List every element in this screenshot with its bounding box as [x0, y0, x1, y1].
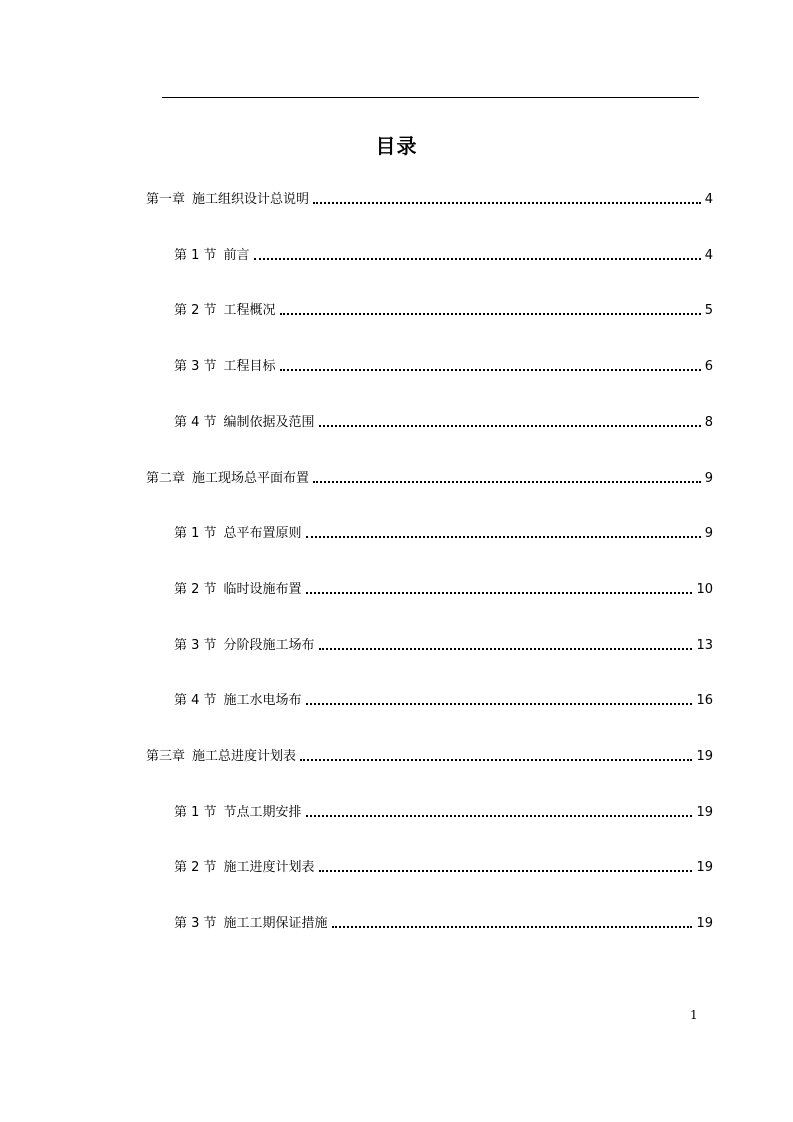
toc-entry-title: 节点工期安排 [223, 805, 302, 820]
toc-dot-leader [319, 425, 701, 427]
toc-section-entry[interactable] [174, 357, 713, 377]
toc-entry-title: 施工组织设计总说明 [192, 192, 310, 207]
toc-entry-number: 第 4 节 [174, 415, 217, 430]
toc-entry-page: 10 [696, 582, 713, 597]
toc-entry-number: 第 1 节 [174, 248, 217, 263]
toc-entry-number: 第二章 [146, 471, 186, 486]
toc-entry-title: 总平布置原则 [223, 526, 302, 541]
toc-entry-page: 8 [704, 415, 713, 430]
toc-entry-page: 4 [704, 192, 713, 207]
toc-chapter-entry[interactable] [146, 469, 713, 489]
toc-entry-page: 19 [696, 916, 713, 931]
toc-dot-leader [313, 202, 701, 204]
toc-section-entry[interactable] [174, 524, 713, 544]
toc-dot-leader [306, 815, 693, 817]
toc-dot-leader [313, 481, 701, 483]
toc-section-entry[interactable] [174, 691, 713, 711]
toc-section-entry[interactable] [174, 413, 713, 433]
toc-entry-page: 16 [696, 693, 713, 708]
toc-entry-page: 19 [696, 860, 713, 875]
toc-section-entry[interactable] [174, 580, 713, 600]
toc-entry-title: 临时设施布置 [223, 582, 302, 597]
toc-dot-leader [319, 870, 693, 872]
page-number: 1 [690, 1008, 698, 1022]
toc-entry-page: 5 [704, 303, 713, 318]
toc-entry-page: 19 [696, 805, 713, 820]
toc-entry-page: 9 [704, 471, 713, 486]
toc-section-entry[interactable] [174, 914, 713, 934]
toc-entry-number: 第 3 节 [174, 916, 217, 931]
toc-dot-leader [280, 313, 701, 315]
toc-dot-leader [306, 592, 693, 594]
toc-entry-title: 施工进度计划表 [223, 860, 315, 875]
header-rule [162, 97, 699, 98]
toc-entry-title: 分阶段施工场布 [223, 638, 315, 653]
toc-dot-leader [319, 648, 693, 650]
toc-entry-number: 第一章 [146, 192, 186, 207]
toc-entry-number: 第 2 节 [174, 303, 217, 318]
toc-entry-page: 9 [704, 526, 713, 541]
toc-dot-leader [332, 926, 693, 928]
toc-entry-number: 第 2 节 [174, 860, 217, 875]
toc-entry-number: 第 4 节 [174, 693, 217, 708]
toc-dot-leader [300, 759, 692, 761]
toc-entry-number: 第 1 节 [174, 526, 217, 541]
toc-entry-page: 6 [704, 359, 713, 374]
toc-section-entry[interactable] [174, 636, 713, 656]
toc-entry-number: 第 2 节 [174, 582, 217, 597]
toc-section-entry[interactable] [174, 803, 713, 823]
toc-chapter-entry[interactable] [146, 747, 713, 767]
toc-dot-leader [306, 536, 701, 538]
toc-entry-number: 第 3 节 [174, 359, 217, 374]
toc-entry-title: 施工水电场布 [223, 693, 302, 708]
toc-entry-number: 第三章 [146, 749, 186, 764]
toc-section-entry[interactable] [174, 301, 713, 321]
toc-entry-title: 工程概况 [223, 303, 276, 318]
toc-dot-leader [280, 369, 701, 371]
toc-entry-page: 4 [704, 248, 713, 263]
toc-entry-page: 13 [696, 638, 713, 653]
toc-section-entry[interactable] [174, 246, 713, 266]
toc-entry-title: 施工现场总平面布置 [192, 471, 310, 486]
toc-chapter-entry[interactable] [146, 190, 713, 210]
page-title: 目录 [375, 134, 418, 158]
toc-dot-leader [306, 703, 693, 705]
toc-entry-title: 前言 [223, 248, 250, 263]
toc-dot-leader [254, 258, 701, 260]
toc-entry-title: 施工工期保证措施 [223, 916, 328, 931]
toc-entry-number: 第 3 节 [174, 638, 217, 653]
toc-entry-title: 编制依据及范围 [223, 415, 315, 430]
toc-entry-page: 19 [696, 749, 713, 764]
toc-entry-title: 施工总进度计划表 [192, 749, 297, 764]
toc-entry-title: 工程目标 [223, 359, 276, 374]
toc-entry-number: 第 1 节 [174, 805, 217, 820]
toc-section-entry[interactable] [174, 858, 713, 878]
